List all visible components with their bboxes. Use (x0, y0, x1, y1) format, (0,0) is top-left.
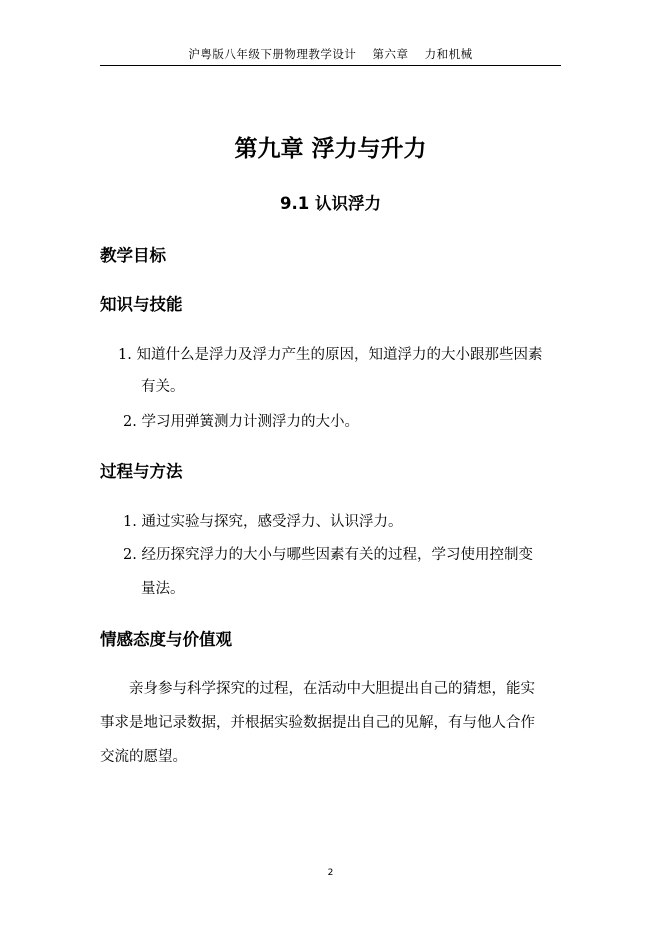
process-methods-heading: 过程与方法 (100, 462, 183, 481)
attitude-paragraph-line-2: 事求是地记录数据，并根据实验数据提出自己的见解，有与他人合作 (100, 715, 535, 731)
attitude-values-heading: 情感态度与价值观 (100, 630, 232, 649)
attitude-paragraph-line-1: 亲身参与科学探究的过程，在活动中大胆提出自己的猜想，能实 (129, 681, 535, 697)
knowledge-item-1-line-2: 有关。 (141, 379, 185, 395)
teaching-goals-heading: 教学目标 (100, 246, 166, 265)
process-item-1: 1. 通过实验与探究，感受浮力、认识浮力。 (123, 514, 403, 530)
knowledge-item-1-line-1: 1. 知道什么是浮力及浮力产生的原因，知道浮力的大小跟那些因素 (118, 347, 543, 363)
process-item-2-line-1: 2. 经历探究浮力的大小与哪些因素有关的过程，学习使用控制变 (123, 547, 533, 563)
chapter-title: 第九章 浮力与升力 (234, 136, 427, 162)
process-item-2-line-2: 量法。 (141, 581, 185, 597)
knowledge-skills-heading: 知识与技能 (100, 295, 183, 314)
knowledge-item-2: 2. 学习用弹簧测力计测浮力的大小。 (123, 414, 359, 430)
section-title: 9.1 认识浮力 (280, 194, 381, 213)
running-header: 沪粤版八年级下册物理教学设计 第六章 力和机械 (188, 47, 473, 61)
header-rule (100, 65, 561, 66)
page-number: 2 (327, 868, 334, 878)
attitude-paragraph-line-3: 交流的愿望。 (100, 749, 187, 765)
